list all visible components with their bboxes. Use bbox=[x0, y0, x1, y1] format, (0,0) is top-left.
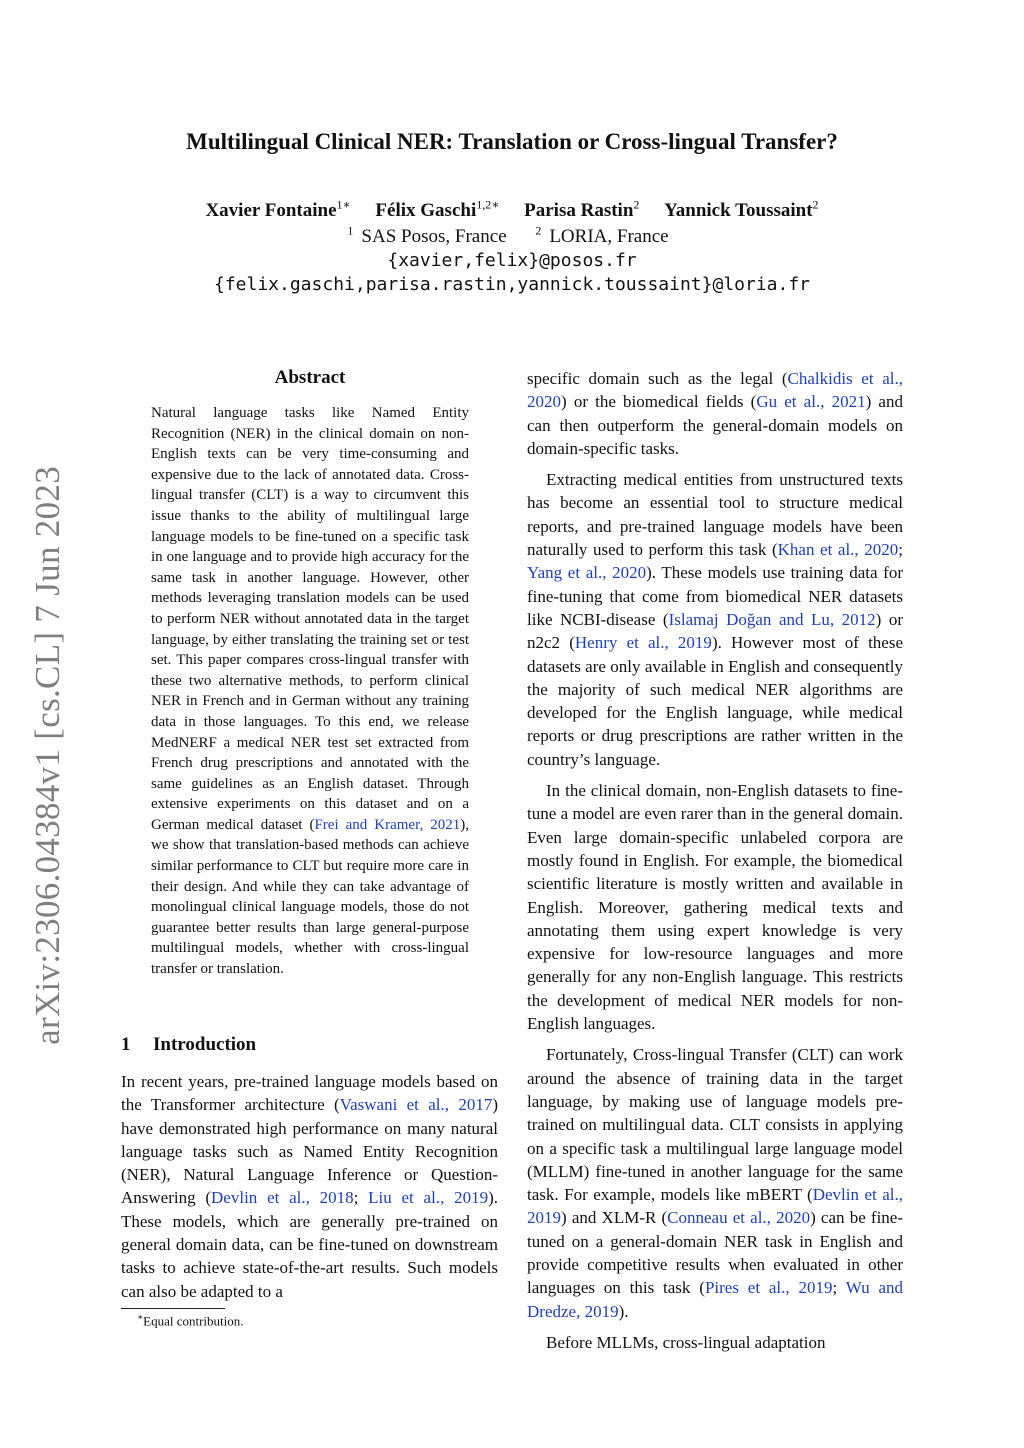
affiliation-list bbox=[0, 224, 1024, 248]
body-text: ) and can then outperform the general-domain models on domain-specific tasks. bbox=[527, 392, 903, 458]
arxiv-stamp bbox=[18, 465, 78, 1045]
citation-link[interactable]: Henry et al., 2019 bbox=[574, 633, 712, 653]
body-text: Extracting medical entities from unstructured texts has become an essential tool to structure medical reports, and pre-trained language models have been naturally used to perform this task ( bbox=[527, 470, 903, 560]
intro-paragraph bbox=[527, 779, 903, 1035]
affiliation-mark: 2 bbox=[535, 224, 542, 238]
citation-link[interactable]: Vaswani et al., 2017 bbox=[339, 1095, 493, 1115]
author bbox=[664, 200, 818, 221]
body-text: Fortunately, Cross-lingual Transfer (CLT) can work around the absence of training data in the target language, by making use of language models pre-trained on multilingual data. CLT consists in applying on a specific task a multilingual large language model (MLLM) fine-tuned in another language for the same task. For example, models like mBERT ( bbox=[527, 1045, 903, 1205]
citation-link[interactable]: Khan et al., 2020 bbox=[777, 540, 899, 560]
abstract-paragraph bbox=[151, 403, 469, 980]
author-marks: 1,2∗ bbox=[476, 198, 500, 212]
author-name: Xavier Fontaine bbox=[205, 200, 337, 222]
affiliation bbox=[535, 226, 676, 247]
body-text: ) or the biomedical fields ( bbox=[561, 392, 757, 412]
author-marks: 1∗ bbox=[336, 198, 351, 212]
footnote-mark: ∗ bbox=[137, 1312, 144, 1322]
footnote-rule bbox=[121, 1308, 225, 1309]
body-text: ). bbox=[618, 1301, 629, 1321]
body-text: ). However most of these datasets are only available in English and consequently the majority of such medical NER algorithms are developed for the English language, while medical reports or drug prescriptions are rather written in the country’s language. bbox=[527, 633, 903, 769]
intro-right-column bbox=[527, 367, 903, 1362]
citation-link[interactable]: Liu et al., 2019 bbox=[368, 1188, 489, 1208]
abstract-body bbox=[151, 403, 469, 980]
author-name: Parisa Rastin bbox=[524, 200, 634, 222]
citation-link[interactable]: Frei and Kramer, 2021 bbox=[314, 816, 461, 833]
body-text: ) can be fine-tuned on a general-domain NER task in English and provide competitive results when evaluated in other languages on this task ( bbox=[527, 1208, 903, 1298]
affiliation-name: SAS Posos, France bbox=[361, 226, 507, 248]
author bbox=[524, 200, 639, 221]
body-text: ). These models use training data for fine-tuning that come from biomedical NER datasets like NCBI-disease ( bbox=[527, 563, 903, 629]
author-name: Yannick Toussaint bbox=[664, 200, 813, 222]
body-text: Before MLLMs, cross-lingual adaptation bbox=[546, 1332, 826, 1352]
section-number: 1 bbox=[121, 1034, 131, 1055]
abstract-text: ), we show that translation-based methods can achieve similar performance to CLT but require more care in their design. And while they can take advantage of monolingual clinical language models, those do not guarantee better results than large general-purpose multilingual models, whether with cross-lingual transfer or translation. bbox=[151, 816, 469, 978]
intro-paragraph bbox=[527, 1331, 903, 1354]
citation-link[interactable]: Devlin et al., 2018 bbox=[211, 1188, 354, 1208]
arxiv-stamp-text: arXiv:2306.04384v1 [cs.CL] 7 Jun 2023 bbox=[28, 465, 67, 1045]
author-marks: 2 bbox=[812, 198, 819, 212]
intro-paragraph bbox=[527, 367, 903, 460]
paper-title: Multilingual Clinical NER: Translation or Cross-lingual Transfer? bbox=[186, 129, 838, 154]
author-name: Félix Gaschi bbox=[375, 200, 477, 222]
citation-link[interactable]: Conneau et al., 2020 bbox=[667, 1208, 811, 1228]
affiliation-mark: 1 bbox=[347, 224, 354, 238]
footnote bbox=[137, 1312, 244, 1329]
body-text: ) or n2c2 ( bbox=[527, 609, 903, 653]
body-text: ) have demonstrated high performance on many natural language tasks such as Named Entity Recognition (NER), Natural Language Inference or Question-Answering ( bbox=[121, 1095, 499, 1208]
author bbox=[205, 200, 350, 221]
footnote-text: Equal contribution. bbox=[143, 1313, 244, 1329]
intro-left-column bbox=[121, 1070, 498, 1303]
author bbox=[375, 200, 499, 221]
body-text: ). These models, which are generally pre-trained on general domain data, can be fine-tuned on downstream tasks to achieve state-of-the-art results. Such models can also be adapted to a bbox=[121, 1188, 498, 1301]
citation-link[interactable]: Yang et al., 2020 bbox=[527, 563, 647, 583]
body-text: specific domain such as the legal ( bbox=[527, 369, 788, 388]
body-text: ) and XLM-R ( bbox=[561, 1208, 668, 1228]
body-text: In recent years, pre-trained language models based on the Transformer architecture ( bbox=[121, 1072, 498, 1115]
affiliation-name: LORIA, France bbox=[549, 226, 669, 248]
author-marks: 2 bbox=[633, 198, 640, 212]
body-text: ; bbox=[898, 540, 903, 560]
citation-link[interactable]: Chalkidis et al., 2020 bbox=[527, 369, 903, 412]
body-text: ; bbox=[353, 1188, 369, 1208]
abstract-heading: Abstract bbox=[274, 367, 346, 388]
body-text: In the clinical domain, non-English datasets to fine-tune a model are even rarer than in the general domain. Even large domain-specific unlabeled corpora are mostly found in English. For example, the biomedical scientific literature is mostly written and available in English. Moreover, gathering medical texts and annotating them using expert knowledge is very expensive for low-resource languages and more generally for any non-English language. This restricts the development of medical NER models for non-English languages. bbox=[527, 781, 903, 1034]
intro-paragraph bbox=[527, 1043, 903, 1323]
section-title: Introduction bbox=[153, 1034, 257, 1055]
body-text: ; bbox=[832, 1278, 846, 1298]
email-line: {felix.gaschi,parisa.rastin,yannick.toussaint}@loria.fr bbox=[213, 274, 811, 295]
section-heading bbox=[121, 1034, 256, 1056]
author-list bbox=[0, 198, 1024, 222]
abstract-text: Natural language tasks like Named Entity Recognition (NER) in the clinical domain on non-English texts can be very time-consuming and expensive due to the lack of annotated data. Cross-lingual transfer (CLT) is a way to circumvent this issue thanks to the ability of multilingual large language models to be fine-tuned on a specific task in one language and to provide high accuracy for the same task in another language. However, other methods leveraging translation models can be used to perform NER without annotated data in the target language, by either translating the training set or test set. This paper compares cross-lingual transfer with these two alternative methods, to perform clinical NER in French and in German without any training data in those languages. To this end, we release MedNERF a medical NER test set extracted from French drug prescriptions and annotated with the same guidelines as an English dataset. Through extensive experiments on this dataset and on a German medical dataset ( bbox=[151, 405, 469, 833]
citation-link[interactable]: Gu et al., 2021 bbox=[756, 392, 866, 412]
intro-paragraph bbox=[121, 1070, 498, 1303]
email-line: {xavier,felix}@posos.fr bbox=[387, 250, 637, 271]
affiliation bbox=[347, 226, 514, 247]
citation-link[interactable]: Islamaj Doğan and Lu, 2012 bbox=[668, 609, 876, 629]
citation-link[interactable]: Pires et al., 2019 bbox=[704, 1278, 833, 1298]
intro-paragraph bbox=[527, 468, 903, 771]
citation-link[interactable]: Devlin et al., 2019 bbox=[527, 1185, 903, 1228]
citation-link[interactable]: Wu and Dredze, 2019 bbox=[527, 1278, 903, 1321]
